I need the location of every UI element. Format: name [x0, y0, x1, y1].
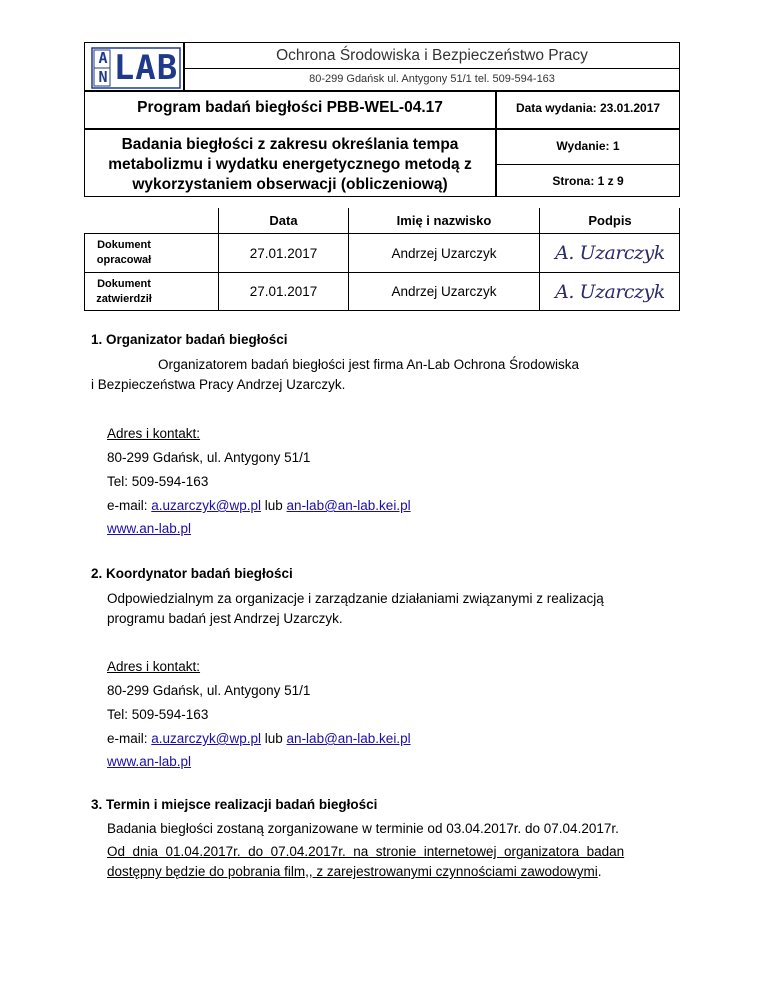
- section-1-title: 1. Organizator badań biegłości: [91, 332, 288, 347]
- section-3-title: 3. Termin i miejsce realizacji badań biegłości: [91, 797, 378, 812]
- website-link[interactable]: www.an-lab.pl: [107, 754, 192, 769]
- subject-title: Badania biegłości z zakresu określania tempa metabolizmu i wydatku energetycznego metodą z wykorzystaniem obserwacji (obliczeniową): [108, 136, 472, 193]
- section-1-email: e-mail: a.uzarczyk@wp.pl lub an-lab@an-lab.kei.pl: [107, 498, 411, 513]
- section-1-address: 80-299 Gdańsk, ul. Antygony 51/1: [107, 450, 311, 465]
- row-name: Andrzej Uzarczyk: [391, 284, 497, 299]
- col-sign-header: Podpis: [588, 213, 632, 228]
- logo-letter-a: A: [98, 49, 108, 67]
- logo: [91, 46, 181, 90]
- section-1-paragraph: Organizatorem badań biegłości jest firma An-Lab Ochrona Środowiska i Bezpieczeństwa Pracy Andrzej Uzarczyk.: [91, 357, 579, 392]
- row-date: 27.01.2017: [249, 245, 318, 261]
- email-link[interactable]: a.uzarczyk@wp.pl: [151, 731, 262, 746]
- section-2-contact-label: Adres i kontakt:: [107, 659, 201, 674]
- section-1-contact-label: Adres i kontakt:: [107, 426, 201, 441]
- section-2-address: 80-299 Gdańsk, ul. Antygony 51/1: [107, 683, 311, 698]
- row-name: Andrzej Uzarczyk: [391, 245, 497, 261]
- edition: Wydanie: 1: [556, 139, 620, 153]
- email-link[interactable]: an-lab@an-lab.kei.pl: [286, 498, 411, 513]
- section-3-paragraph: Badania biegłości zostaną zorganizowane w terminie od 03.04.2017r. do 07.04.2017r. Od dnia 01.04.2017r. do 07.04.2017r. na stronie internetowej organizatora badan dostępny będzie do pobrania film,, z zarejestrowanymi czynnościami zawodowymi.: [107, 821, 625, 879]
- approval-table: [84, 208, 680, 311]
- email-link[interactable]: a.uzarczyk@wp.pl: [151, 498, 262, 513]
- issue-date: Data wydania: 23.01.2017: [515, 101, 661, 115]
- section-2-email: e-mail: a.uzarczyk@wp.pl lub an-lab@an-lab.kei.pl: [107, 731, 411, 746]
- col-name-header: Imię i nazwisko: [396, 213, 492, 228]
- email-link[interactable]: an-lab@an-lab.kei.pl: [286, 731, 411, 746]
- row-date: 27.01.2017: [249, 284, 318, 299]
- org-name: Ochrona Środowiska i Bezpieczeństwo Pracy: [276, 47, 588, 64]
- page-number: Strona: 1 z 9: [552, 174, 624, 188]
- col-date-header: Data: [269, 213, 298, 228]
- program-title: Program badań biegłości PBB-WEL-04.17: [137, 99, 443, 116]
- document-header: [84, 42, 680, 197]
- handwritten-signature: A. Uzarczyk: [555, 280, 665, 303]
- section-2-paragraph: Odpowiedzialnym za organizacje i zarządzanie działaniami związanymi z realizacją programu badań jest Andrzej Uzarczyk.: [107, 591, 604, 626]
- logo-text-lab: LAB: [113, 48, 179, 88]
- org-address: 80-299 Gdańsk ul. Antygony 51/1 tel. 509-594-163: [309, 73, 555, 85]
- section-1-tel: Tel: 509-594-163: [107, 474, 209, 489]
- website-link[interactable]: www.an-lab.pl: [107, 521, 192, 536]
- row-label: Dokument opracował: [96, 239, 152, 266]
- handwritten-signature: A. Uzarczyk: [555, 242, 665, 264]
- section-2-tel: Tel: 509-594-163: [107, 707, 209, 722]
- section-2-title: 2. Koordynator badań biegłości: [91, 566, 293, 581]
- logo-letter-n: N: [98, 68, 108, 86]
- row-label: Dokument zatwierdził: [96, 277, 152, 305]
